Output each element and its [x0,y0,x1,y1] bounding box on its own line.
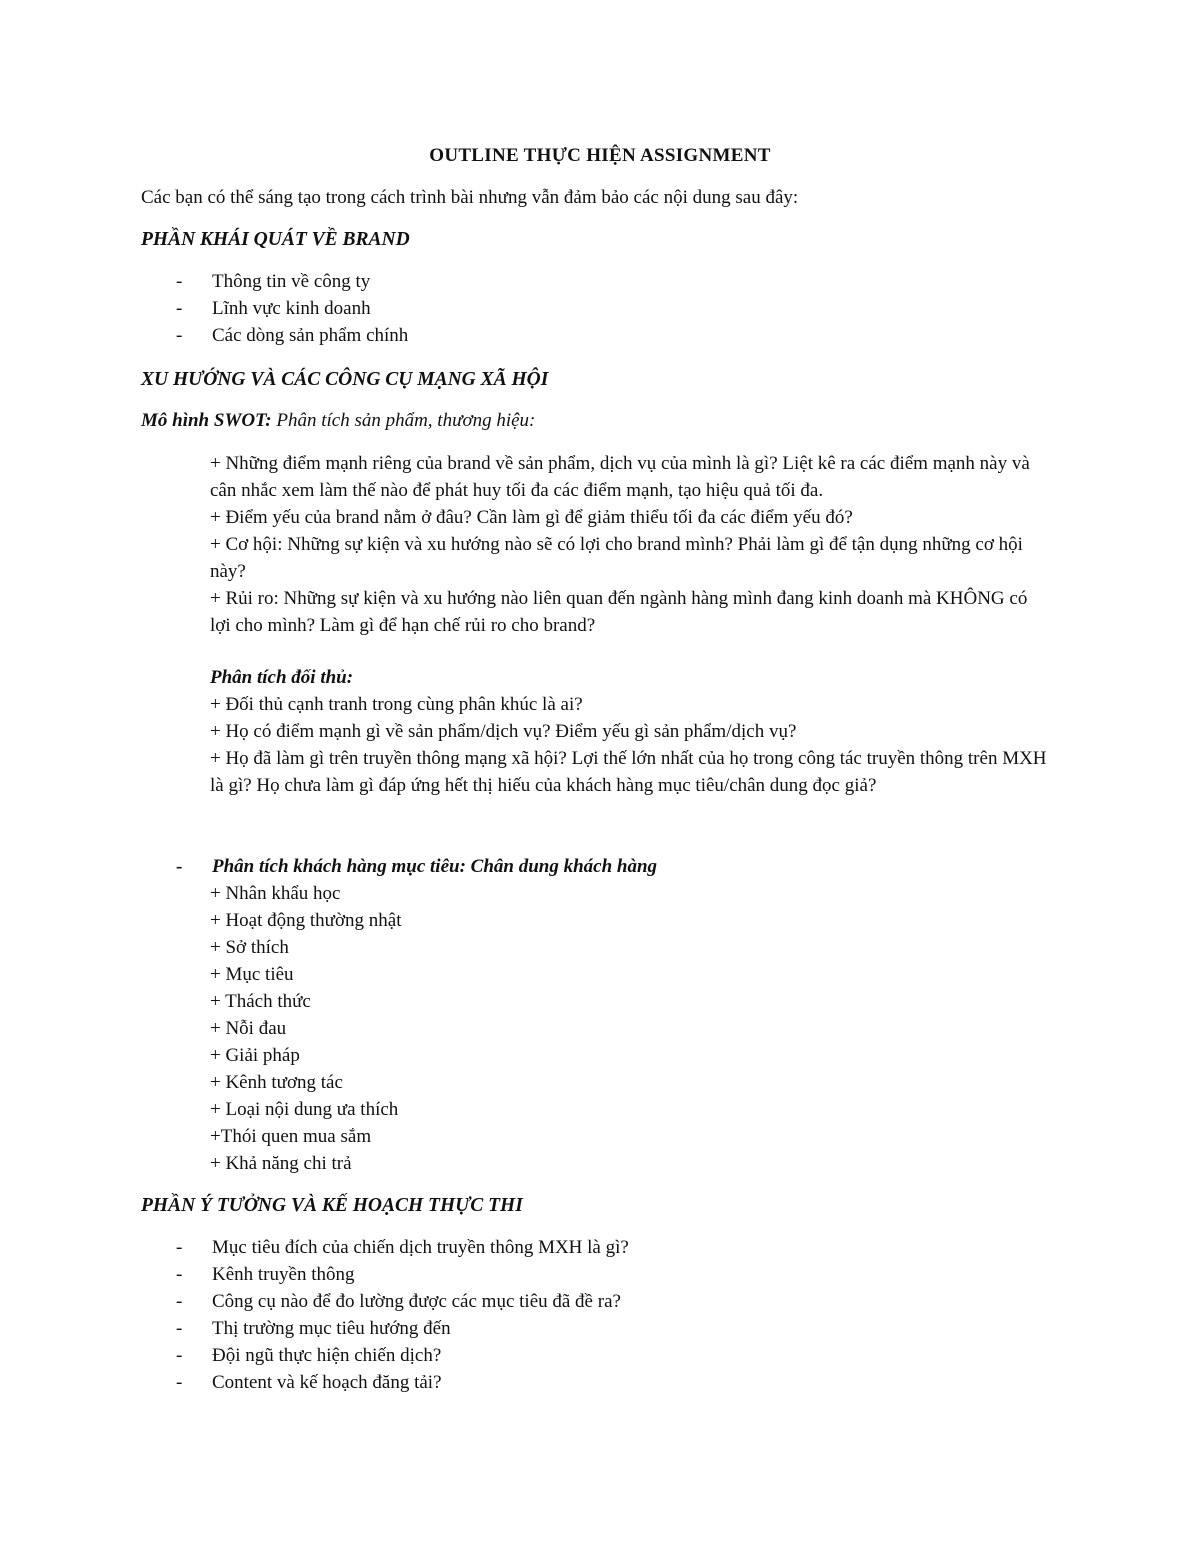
competitor-point: + Họ có điểm mạnh gì về sản phẩm/dịch vụ? Điểm yếu gì sản phẩm/dịch vụ? [210,721,797,742]
list-item [176,1288,629,1315]
dash-bullet: - [176,271,183,292]
list-item: + Nhân khẩu học [210,883,341,904]
dash-bullet: - [176,856,183,877]
customer-analysis-label: Phân tích khách hàng mục tiêu: Chân dung khách hàng [212,856,658,877]
intro-text: Các bạn có thể sáng tạo trong cách trình bài nhưng vẫn đảm bảo các nội dung sau đây: [141,187,799,208]
swot-description: Phân tích sản phẩm, thương hiệu: [271,410,536,431]
dash-bullet: - [176,325,183,346]
list-item: + Khả năng chi trả [210,1153,352,1174]
list-item: + Sở thích [210,937,289,958]
list-item: + Kênh tương tác [210,1072,343,1093]
swot-point-strengths: + Những điểm mạnh riêng của brand về sản phẩm, dịch vụ của mình là gì? Liệt kê ra các điểm mạnh này và cân nhắc xem làm thế nào để phát huy tối đa các điểm mạnh, tạo hiệu quả tối đa. [210,453,1030,501]
competitor-point: + Đối thủ cạnh tranh trong cùng phân khúc là ai? [210,694,583,715]
list-item [176,1315,629,1342]
ideas-plan-list [176,1234,629,1396]
list-item: +Thói quen mua sắm [210,1126,372,1147]
list-item: + Loại nội dung ưa thích [210,1099,399,1120]
list-item: + Giải pháp [210,1045,300,1066]
swot-point-weaknesses: + Điểm yếu của brand nằm ở đâu? Cần làm gì để giảm thiểu tối đa các điểm yếu đó? [210,507,853,528]
list-item-text: Thị trường mục tiêu hướng đến [212,1318,451,1339]
swot-heading [141,407,535,434]
swot-label: Mô hình SWOT: [141,410,272,431]
section-heading-ideas: PHẦN Ý TƯỞNG VÀ KẾ HOẠCH THỰC THI [141,1195,523,1216]
dash-bullet: - [176,1372,183,1393]
dash-bullet: - [176,1237,183,1258]
list-item-text: Thông tin về công ty [212,271,371,292]
customer-points [210,880,401,1177]
list-item-text: Mục tiêu đích của chiến dịch truyền thông MXH là gì? [212,1237,629,1258]
list-item: + Hoạt động thường nhật [210,910,402,931]
brand-overview-list [176,268,408,349]
customer-analysis-heading [176,853,657,880]
swot-point-opportunities: + Cơ hội: Những sự kiện và xu hướng nào sẽ có lợi cho brand mình? Phải làm gì để tận dụng những cơ hội này? [210,534,1023,582]
list-item [176,1261,629,1288]
list-item: + Mục tiêu [210,964,294,985]
competitor-points [210,691,1050,799]
dash-bullet: - [176,298,183,319]
dash-bullet: - [176,1318,183,1339]
dash-bullet: - [176,1264,183,1285]
swot-point-threats: + Rủi ro: Những sự kiện và xu hướng nào liên quan đến ngành hàng mình đang kinh doanh mà KHÔNG có lợi cho mình? Làm gì để hạn chế rủi ro cho brand? [210,588,1028,636]
swot-points [210,450,1050,639]
dash-bullet: - [176,1345,183,1366]
section-heading-trends: XU HƯỚNG VÀ CÁC CÔNG CỤ MẠNG XÃ HỘI [141,369,549,390]
list-item [176,1342,629,1369]
competitor-analysis-label: Phân tích đối thủ: [210,667,354,688]
competitor-point: + Họ đã làm gì trên truyền thông mạng xã hội? Lợi thế lớn nhất của họ trong công tác truyền thông trên MXH là gì? Họ chưa làm gì đáp ứng hết thị hiếu của khách hàng mục tiêu/chân dung đọc giả? [210,748,1047,796]
list-item-text: Các dòng sản phẩm chính [212,325,409,346]
page-title: OUTLINE THỰC HIỆN ASSIGNMENT [429,145,771,166]
dash-bullet: - [176,1291,183,1312]
list-item-text: Content và kế hoạch đăng tải? [212,1372,442,1393]
section-heading-brand: PHẦN KHÁI QUÁT VỀ BRAND [141,229,410,250]
list-item: + Thách thức [210,991,311,1012]
list-item-text: Lĩnh vực kinh doanh [212,298,371,319]
list-item [176,268,408,295]
list-item [176,322,408,349]
list-item [176,1369,629,1396]
list-item-text: Kênh truyền thông [212,1264,355,1285]
list-item [176,295,408,322]
list-item: + Nỗi đau [210,1018,287,1039]
list-item-text: Công cụ nào để đo lường được các mục tiêu đã đề ra? [212,1291,621,1312]
list-item-text: Đội ngũ thực hiện chiến dịch? [212,1345,442,1366]
list-item [176,1234,629,1261]
